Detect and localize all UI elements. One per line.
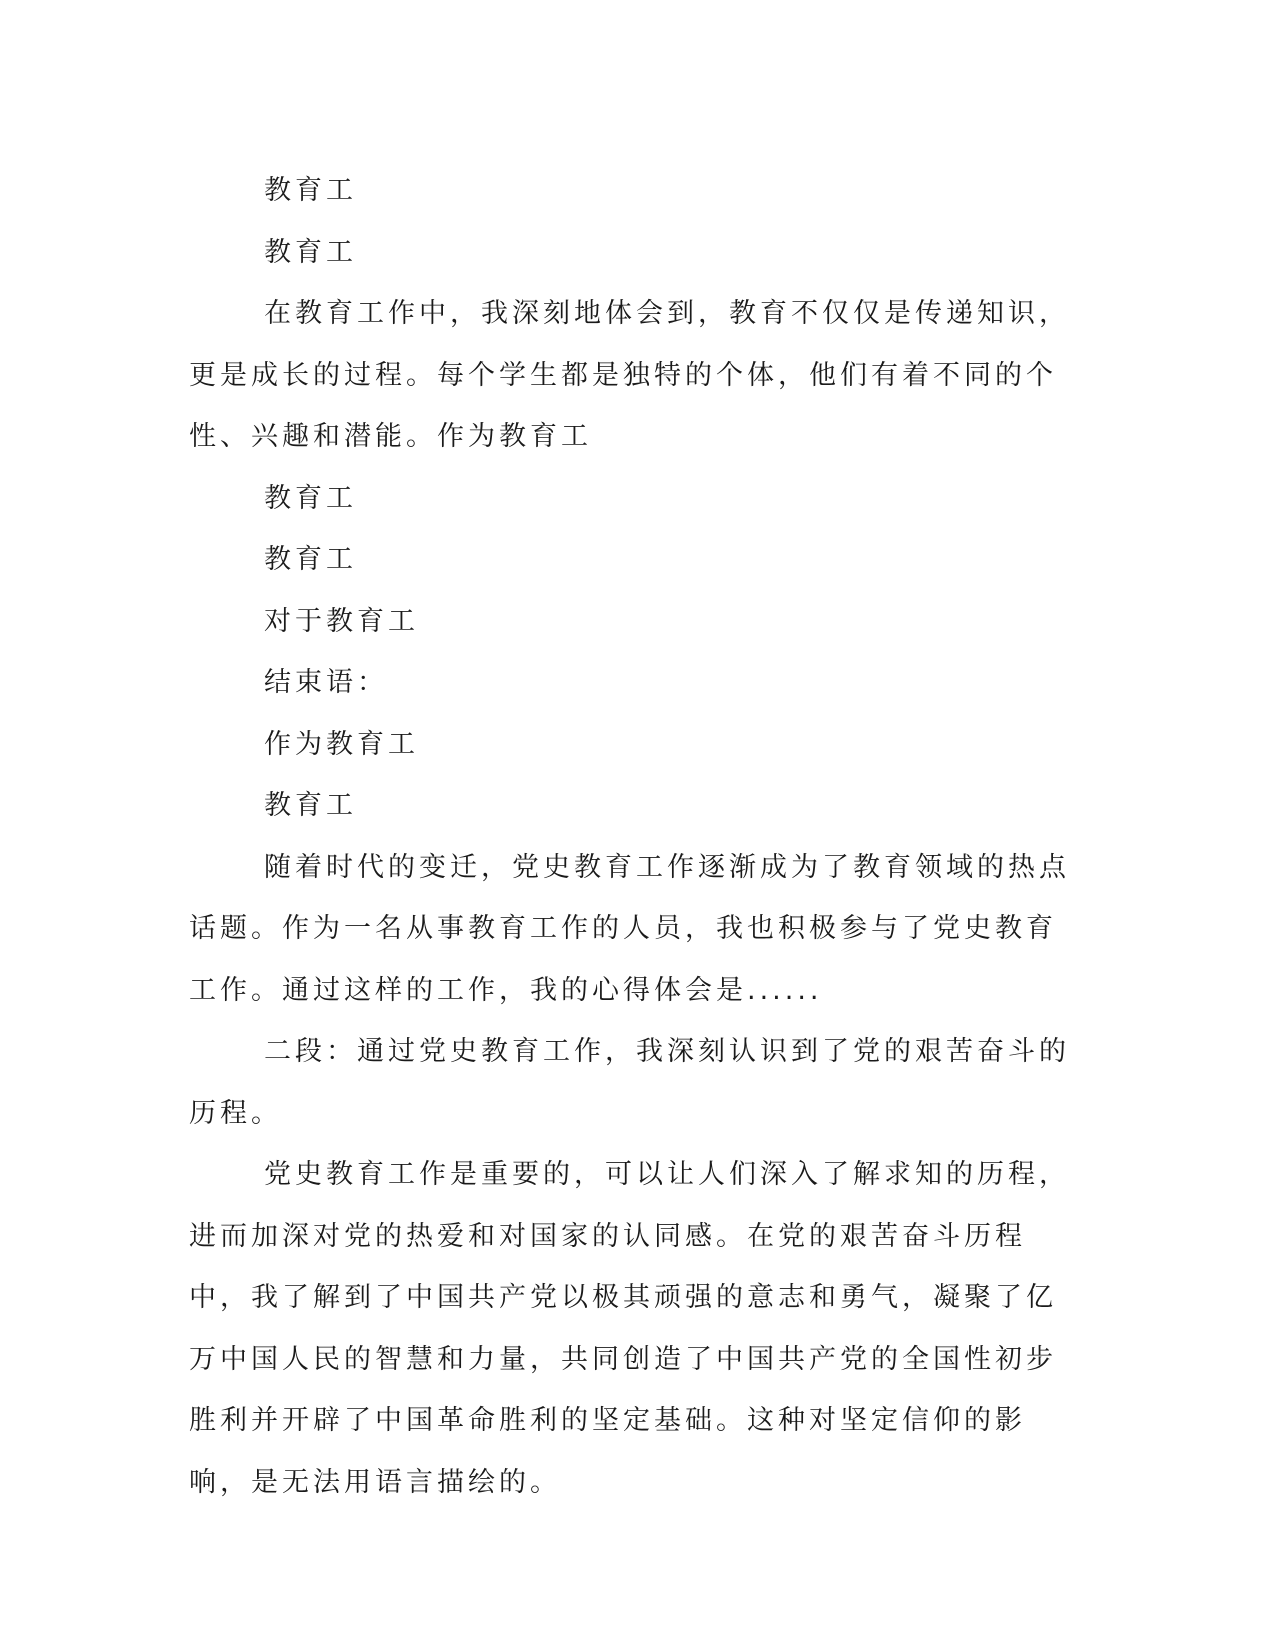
paragraph: 在教育工作中，我深刻地体会到，教育不仅仅是传递知识，更是成长的过程。每个学生都是独特的个体，他们有着不同的个性、兴趣和潜能。作为教育工 bbox=[189, 298, 1070, 452]
paragraph: 教育工 bbox=[264, 175, 357, 206]
paragraph: 作为教育工 bbox=[264, 728, 419, 760]
paragraph: 教育工 bbox=[264, 482, 357, 514]
paragraph: 教育工 bbox=[264, 544, 357, 575]
document-body bbox=[189, 160, 1081, 1513]
paragraph: 党史教育工作是重要的，可以让人们深入了解求知的历程，进而加深对党的热爱和对国家的认同感。在党的艰苦奋斗历程中，我了解到了中国共产党以极其顽强的意志和勇气，凝聚了亿万中国人民的智慧和力量，共同创造了中国共产党的全国性初步胜利并开辟了中国革命胜利的坚定基础。这种对坚定信仰的影响，是无法用语言描绘的。 bbox=[189, 1159, 1070, 1498]
paragraph: 随着时代的变迁，党史教育工作逐渐成为了教育领域的热点话题。作为一名从事教育工作的人员，我也积极参与了党史教育工作。通过这样的工作，我的心得体会是...... bbox=[189, 851, 1070, 1006]
paragraph: 教育工 bbox=[264, 790, 357, 821]
paragraph: 教育工 bbox=[264, 236, 357, 268]
paragraph: 结束语： bbox=[264, 667, 388, 698]
paragraph: 二段：通过党史教育工作，我深刻认识到了党的艰苦奋斗的历程。 bbox=[189, 1036, 1070, 1129]
paragraph: 对于教育工 bbox=[264, 605, 419, 637]
